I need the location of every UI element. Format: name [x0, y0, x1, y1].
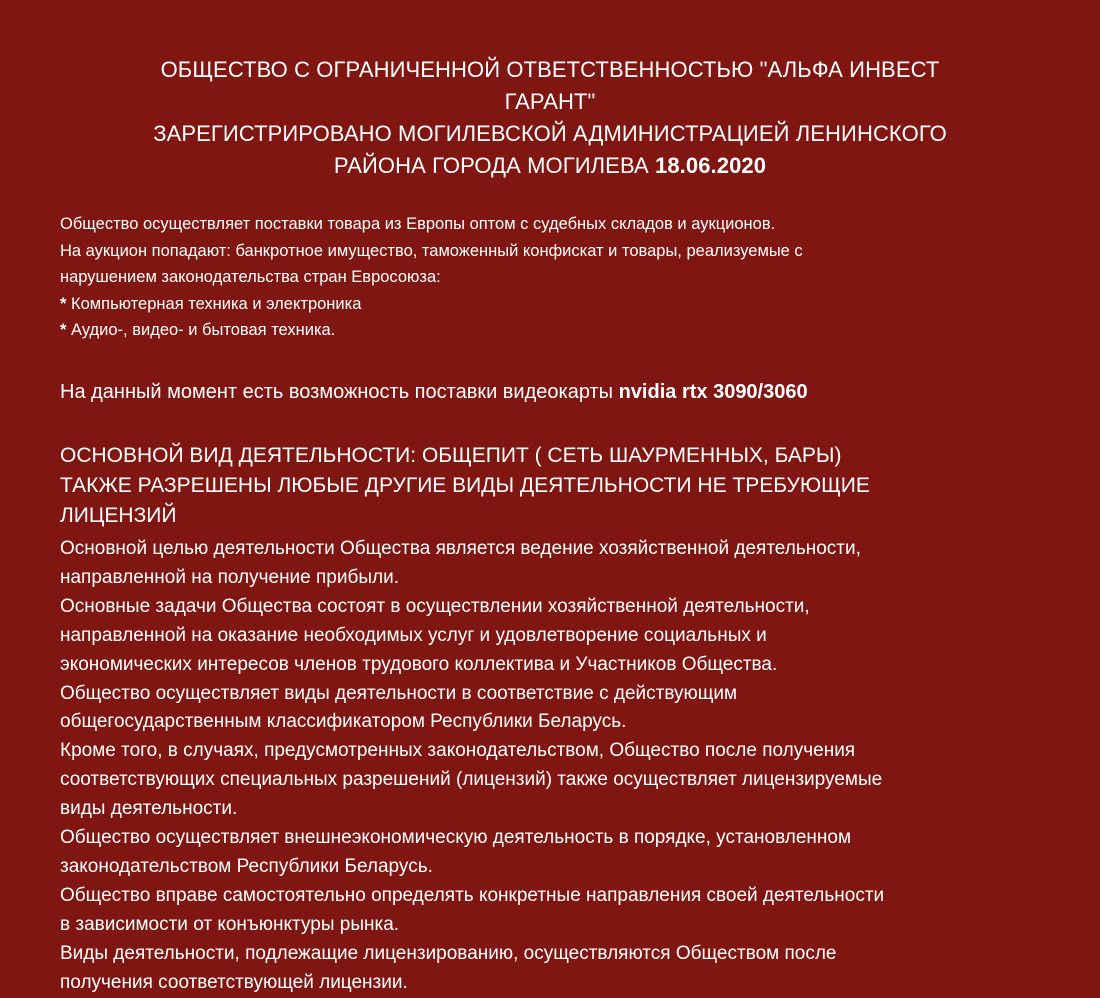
body-line: Общество осуществляет внешнеэкономическую деятельность в порядке, установленном [60, 827, 852, 849]
body-line: экономических интересов членов трудового коллектива и Участников Общества. [60, 653, 778, 675]
registration-date: 18.06.2020 [654, 153, 767, 178]
activity-heading-line-2: ТАКЖЕ РАЗРЕШЕНЫ ЛЮБЫЕ ДРУГИЕ ВИДЫ ДЕЯТЕЛЬНОСТИ НЕ ТРЕБУЮЩИЕ [60, 474, 870, 497]
body-line: соответствующих специальных разрешений (лицензий) также осуществляет лицензируемые [60, 769, 883, 791]
intro-line-3: нарушением законодательства стран Евросоюза: [60, 268, 441, 286]
body-line: получения соответствующей лицензии. [60, 971, 408, 993]
body-line: Основные задачи Общества состоят в осуществлении хозяйственной деятельности, [60, 595, 810, 617]
body-line: направленной на получение прибыли. [60, 566, 400, 588]
intro-line-1: Общество осуществляет поставки товара из Европы оптом с судебных складов и аукционов. [60, 215, 776, 233]
body-line: Кроме того, в случаях, предусмотренных законодательством, Общество после получения [60, 740, 856, 762]
company-name-line-2: ГАРАНТ" [504, 89, 596, 114]
company-header [60, 54, 1040, 182]
bullet-text: Аудио-, видео- и бытовая техника. [66, 321, 336, 339]
bullet-item [60, 291, 1040, 318]
registration-text: РАЙОНА ГОРОДА МОГИЛЕВА [333, 153, 655, 178]
company-name-line-1: ОБЩЕСТВО С ОГРАНИЧЕННОЙ ОТВЕТСТВЕННОСТЬЮ "АЛЬФА ИНВЕСТ [160, 57, 940, 82]
intro-line-2: На аукцион попадают: банкротное имущество, таможенный конфискат и товары, реализуемые с [60, 241, 803, 260]
activity-description [60, 535, 1060, 998]
bullet-marker: * [60, 294, 67, 313]
body-line: Виды деятельности, подлежащие лицензированию, осуществляются Обществом после [60, 942, 837, 964]
body-line: в зависимости от конъюнктуры рынка. [60, 913, 400, 935]
activity-heading [60, 441, 1060, 531]
registration-line-1: ЗАРЕГИСТРИРОВАНО МОГИЛЕВСКОЙ АДМИНИСТРАЦИЕЙ ЛЕНИНСКОГО [153, 121, 947, 146]
body-line: виды деятельности. [60, 798, 238, 820]
gpu-offer [60, 377, 1060, 407]
intro-paragraph [60, 211, 1040, 344]
activity-heading-line-3: ЛИЦЕНЗИЙ [60, 504, 177, 527]
bullet-item [60, 317, 1040, 344]
body-line: направленной на оказание необходимых услуг и удовлетворение социальных и [60, 624, 767, 646]
offer-text: На данный момент есть возможность поставки видеокарты [60, 381, 619, 403]
bullet-text: Компьютерная техника и электроника [66, 294, 362, 313]
body-line: Общество осуществляет виды деятельности в соответствие с действующим [60, 682, 738, 704]
body-line: законодательством Республики Беларусь. [60, 855, 433, 877]
body-line: Общество вправе самостоятельно определять конкретные направления своей деятельности [60, 884, 885, 906]
activity-heading-line-1: ОСНОВНОЙ ВИД ДЕЯТЕЛЬНОСТИ: ОБЩЕПИТ ( СЕТЬ ШАУРМЕННЫХ, БАРЫ) [60, 444, 842, 467]
gpu-model: nvidia rtx 3090/3060 [618, 381, 808, 403]
bullet-marker: * [60, 321, 67, 339]
registration-line-2 [60, 150, 1040, 182]
body-line: общегосударственным классификатором Республики Беларусь. [60, 711, 627, 733]
body-line: Основной целью деятельности Общества является ведение хозяйственной деятельности, [60, 538, 861, 559]
